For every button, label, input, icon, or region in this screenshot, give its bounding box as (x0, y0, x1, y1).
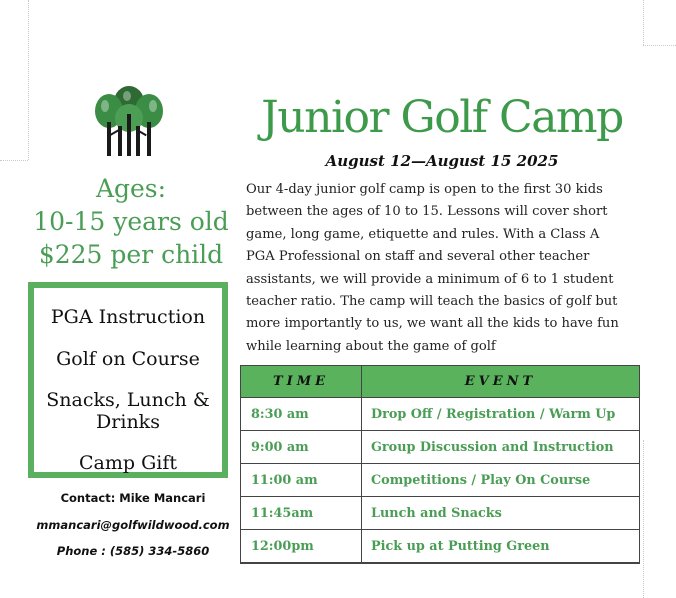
feature-item: Golf on Course (56, 348, 200, 370)
features-box (28, 282, 228, 478)
row-event: Competitions / Play On Course (371, 473, 591, 488)
header-event: EVENT (464, 374, 537, 389)
description-line: Our 4-day junior golf camp is open to the first 30 kids (246, 182, 603, 197)
row-event: Group Discussion and Instruction (371, 440, 614, 455)
description-line: PGA Professional on staff and several other teacher (246, 249, 590, 265)
ages-label: Ages: (95, 174, 167, 203)
contact-name: Contact: Mike Mancari (60, 491, 206, 505)
schedule-table (240, 365, 640, 564)
table-row (241, 497, 639, 530)
table-row (241, 464, 639, 497)
margin-guide (643, 440, 644, 598)
row-time: 9:00 am (251, 440, 309, 455)
row-event: Drop Off / Registration / Warm Up (371, 407, 616, 422)
margin-guide (643, 45, 676, 46)
table-row (241, 530, 639, 563)
margin-guide (643, 0, 644, 45)
table-row (241, 398, 639, 431)
description-line: while learning about the game of golf (246, 338, 496, 354)
description-line: game, long game, etiquette and rules. With a Class A (246, 226, 600, 242)
row-event: Lunch and Snacks (371, 506, 502, 521)
camp-description (246, 179, 638, 358)
column-divider (361, 366, 362, 563)
schedule-header (241, 366, 639, 398)
row-time: 8:30 am (251, 407, 309, 422)
ages-block (28, 172, 234, 271)
description-line: teacher ratio. The camp will teach the basics of golf but (246, 294, 618, 310)
row-time: 12:00pm (251, 539, 314, 554)
ages-range: 10-15 years old (33, 207, 229, 236)
contact-email[interactable]: mmancari@golfwildwood.com (36, 518, 230, 532)
table-row (241, 431, 639, 464)
margin-guide (28, 0, 29, 160)
camp-dates: August 12—August 15 2025 (325, 152, 559, 170)
row-time: 11:00 am (251, 473, 318, 488)
header-time: TIME (272, 374, 330, 389)
contact-phone: Phone : (585) 334-5860 (56, 544, 210, 558)
page-title: Junior Golf Camp (261, 92, 623, 143)
description-line: more importantly to us, we want all the kids to have fun (246, 316, 619, 332)
margin-guide (0, 160, 28, 161)
feature-item: Snacks, Lunch & Drinks (46, 389, 210, 433)
row-time: 11:45am (251, 506, 314, 521)
price: $225 per child (38, 240, 224, 269)
feature-item: PGA Instruction (50, 306, 206, 328)
description-line: assistants, we will provide a minimum of 6 to 1 student (246, 271, 614, 287)
row-event: Pick up at Putting Green (371, 539, 550, 554)
feature-item: Camp Gift (78, 452, 177, 474)
description-line: between the ages of 10 to 15. Lessons will cover short (246, 204, 608, 220)
tree-logo-icon (94, 84, 164, 158)
